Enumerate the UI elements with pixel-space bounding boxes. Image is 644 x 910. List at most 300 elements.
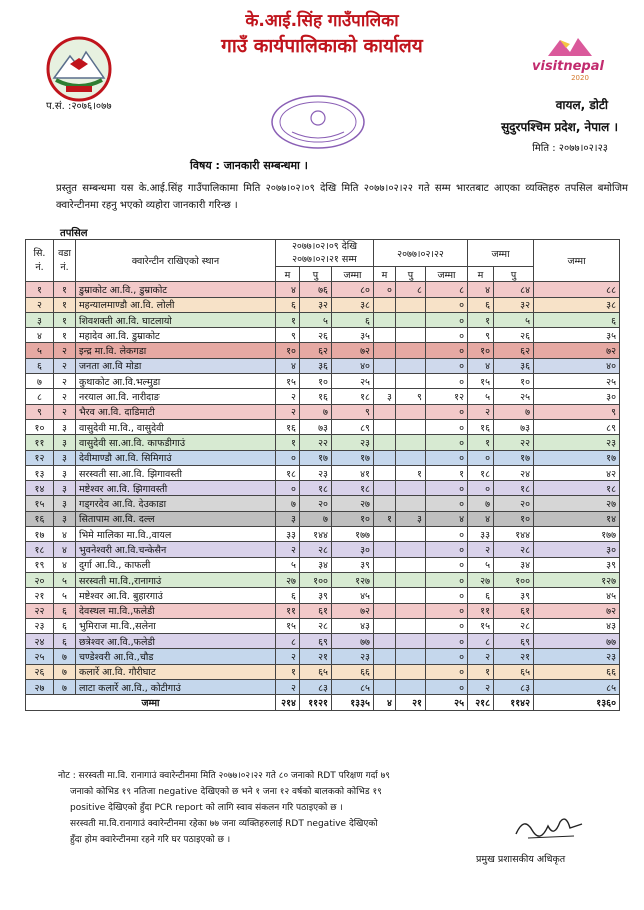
cell-m2 [374, 312, 396, 327]
table-row [26, 389, 620, 404]
cell-g: ६ [534, 312, 620, 327]
header-serial: सि. नं. [26, 240, 54, 282]
cell-m1: १६ [276, 419, 300, 434]
cell-sn: ३ [26, 312, 54, 327]
reference-number: प.सं. :२०७६।०७७ [46, 101, 112, 112]
cell-t2: ० [426, 481, 468, 496]
cell-p3: २५ [494, 389, 534, 404]
cell-m3: ६ [468, 297, 494, 312]
cell-ward: ७ [54, 649, 76, 664]
cell-place: भैरव आ.वि. दाडिमाटी [76, 404, 276, 419]
cell-g: २३ [534, 435, 620, 450]
cell-g: ३९ [534, 557, 620, 572]
cell-t1: ४३ [332, 618, 374, 633]
cell-p1: ३९ [300, 588, 332, 603]
cell-m2 [374, 496, 396, 511]
total-m1: २१४ [276, 695, 300, 710]
cell-m1: ५ [276, 557, 300, 572]
cell-m2 [374, 649, 396, 664]
cell-m2: ३ [374, 389, 396, 404]
cell-m3: ८ [468, 634, 494, 649]
cell-m1: २ [276, 680, 300, 695]
cell-p1: १७ [300, 450, 332, 465]
note-line: नोट : सरस्वती मा.वि. रानागाउं क्वारेन्टीनमा मिति २०७७।०२।२२ गते ८० जनाको RDT परिक्षण गर्दा ७९ [58, 771, 390, 781]
cell-p2 [396, 603, 426, 618]
cell-p1: ७ [300, 404, 332, 419]
cell-sn: ८ [26, 389, 54, 404]
cell-p1: २६ [300, 328, 332, 343]
cell-m1: ७ [276, 496, 300, 511]
cell-t2: ० [426, 312, 468, 327]
cell-p3: ३६ [494, 358, 534, 373]
cell-sn: १० [26, 419, 54, 434]
cell-place: लाटा कलार्रे आ.वि., कोटीगाउं [76, 680, 276, 695]
cell-g: १७७ [534, 527, 620, 542]
cell-ward: ३ [54, 435, 76, 450]
cell-t2: ० [426, 680, 468, 695]
cell-p3: २६ [494, 328, 534, 343]
cell-m3: १८ [468, 465, 494, 480]
cell-p1: ३४ [300, 557, 332, 572]
cell-m1: २ [276, 649, 300, 664]
cell-m3: ४ [468, 358, 494, 373]
table-row [26, 557, 620, 572]
note-line: सरस्वती मा.वि.रानागाउं क्वारेन्टीनमा रहेका ७७ जना व्यक्तिहरुलाई RDT negative देखिएको [70, 819, 378, 829]
cell-m3: ७ [468, 496, 494, 511]
cell-place: गड्गरदेव आ.वि. देउकाडा [76, 496, 276, 511]
cell-p3: १७ [494, 450, 534, 465]
cell-g: ४३ [534, 618, 620, 633]
cell-ward: ३ [54, 496, 76, 511]
cell-p2 [396, 527, 426, 542]
cell-p2 [396, 557, 426, 572]
total-t1: १३३५ [332, 695, 374, 710]
table-row [26, 465, 620, 480]
cell-sn: ९ [26, 404, 54, 419]
header-sum: जम्मा [426, 267, 468, 282]
cell-g: ८९ [534, 419, 620, 434]
letter-body: प्रस्तुत सम्बन्धमा यस के.आई.सिंह गाउँपालिकामा मिति २०७७।०२।०९ देखि मिति २०७७।०२।२२ गते सम्म भारतबाट आएका व्यक्तिहरु तपसिल बमोजिम क्वारेन्टीनमा रहनु भएको व्यहोरा जानकारी गरिन्छ । [56, 183, 628, 211]
cell-m2: १ [374, 511, 396, 526]
cell-m1: २ [276, 542, 300, 557]
total-p3: ११४२ [494, 695, 534, 710]
cell-t1: ७२ [332, 343, 374, 358]
cell-m2 [374, 680, 396, 695]
cell-p2 [396, 588, 426, 603]
table-row [26, 588, 620, 603]
cell-m3: १ [468, 312, 494, 327]
cell-p2 [396, 496, 426, 511]
cell-p1: १० [300, 374, 332, 389]
details-label: तपसिल [60, 228, 88, 239]
cell-m1: ३३ [276, 527, 300, 542]
cell-p3: १८ [494, 481, 534, 496]
cell-m2 [374, 404, 396, 419]
cell-place: इन्द्र मा.वि. लेकगडा [76, 343, 276, 358]
cell-ward: ३ [54, 465, 76, 480]
cell-m2 [374, 358, 396, 373]
table-row [26, 404, 620, 419]
cell-m2 [374, 572, 396, 587]
cell-g: ८५ [534, 680, 620, 695]
letter-date: मिति : २०७७।०२।२३ [532, 143, 608, 154]
cell-ward: ६ [54, 603, 76, 618]
cell-p1: ३६ [300, 358, 332, 373]
cell-place: कुथाकोट आ.वि.भल्मुडा [76, 374, 276, 389]
cell-t2: ४ [426, 511, 468, 526]
cell-p3: ३२ [494, 297, 534, 312]
table-row [26, 664, 620, 679]
totals-row [26, 695, 620, 710]
cell-m3: १६ [468, 419, 494, 434]
cell-ward: ७ [54, 664, 76, 679]
cell-place: सितापाम आ.वि. दल्ल [76, 511, 276, 526]
cell-p3: ५ [494, 312, 534, 327]
cell-p3: २८ [494, 542, 534, 557]
cell-g: १४ [534, 511, 620, 526]
cell-place: भुमिराज मा.वि.,सलेना [76, 618, 276, 633]
cell-m3: २ [468, 680, 494, 695]
cell-p1: ८३ [300, 680, 332, 695]
header-m: म [276, 267, 300, 282]
cell-m1: ० [276, 450, 300, 465]
cell-t1: ३८ [332, 297, 374, 312]
cell-m1: १ [276, 435, 300, 450]
note-line: हुँदा होम क्वारेन्टीनमा रहने गरि घर पठाइएको छ । [70, 835, 231, 845]
cell-p2 [396, 450, 426, 465]
cell-p2 [396, 404, 426, 419]
cell-m1: १ [276, 312, 300, 327]
cell-g: ३० [534, 389, 620, 404]
cell-p2 [396, 680, 426, 695]
cell-place: सरस्वती मा.वि.,रानागाउं [76, 572, 276, 587]
header-grand-total: जम्मा [534, 240, 620, 282]
cell-sn: १२ [26, 450, 54, 465]
cell-m3: १५ [468, 618, 494, 633]
cell-t1: ४५ [332, 588, 374, 603]
total-m3: २१८ [468, 695, 494, 710]
table-row [26, 511, 620, 526]
cell-g: ३८ [534, 297, 620, 312]
cell-place: शिवशक्ती आ.वि. घाटलायो [76, 312, 276, 327]
cell-m2 [374, 588, 396, 603]
cell-place: चण्डेश्वरी आ.वि.,चौड [76, 649, 276, 664]
cell-g: ९ [534, 404, 620, 419]
cell-p3: ६९ [494, 634, 534, 649]
cell-sn: ११ [26, 435, 54, 450]
cell-m2 [374, 664, 396, 679]
cell-ward: ३ [54, 511, 76, 526]
cell-p1: २८ [300, 542, 332, 557]
cell-t2: ८ [426, 282, 468, 297]
cell-m3: १ [468, 435, 494, 450]
cell-t2: ० [426, 374, 468, 389]
cell-p1: ७ [300, 511, 332, 526]
cell-p3: ६१ [494, 603, 534, 618]
svg-text:visitnepal: visitnepal [532, 59, 604, 74]
cell-t2: ० [426, 634, 468, 649]
cell-p1: ७३ [300, 419, 332, 434]
cell-t2: ० [426, 603, 468, 618]
cell-m3: ३३ [468, 527, 494, 542]
cell-g: ७२ [534, 343, 620, 358]
header-p: पु [396, 267, 426, 282]
cell-m3: २ [468, 649, 494, 664]
cell-m2 [374, 374, 396, 389]
cell-m1: ९ [276, 328, 300, 343]
cell-m1: १८ [276, 465, 300, 480]
header-ward: वडा नं. [54, 240, 76, 282]
cell-p2 [396, 618, 426, 633]
cell-g: ३५ [534, 328, 620, 343]
cell-p3: १० [494, 374, 534, 389]
cell-t2: ० [426, 557, 468, 572]
office-title: गाउँ कार्यपालिकाको कार्यालय [221, 35, 423, 57]
cell-t1: २३ [332, 649, 374, 664]
cell-m2: ० [374, 282, 396, 297]
address-line-1: वायल, डोटी [555, 98, 608, 112]
cell-t2: १ [426, 465, 468, 480]
office-seal-icon [262, 92, 374, 152]
cell-ward: ६ [54, 634, 76, 649]
cell-m3: ४ [468, 511, 494, 526]
table-row [26, 542, 620, 557]
cell-sn: १४ [26, 481, 54, 496]
cell-m3: ५ [468, 557, 494, 572]
signature-icon [510, 808, 590, 848]
cell-m2 [374, 419, 396, 434]
cell-p3: ७३ [494, 419, 534, 434]
cell-m2 [374, 542, 396, 557]
cell-ward: ४ [54, 527, 76, 542]
cell-place: महादेव आ.वि. डुम्राकोट [76, 328, 276, 343]
cell-t1: ४० [332, 358, 374, 373]
cell-sn: १ [26, 282, 54, 297]
cell-sn: ६ [26, 358, 54, 373]
cell-p2 [396, 649, 426, 664]
cell-t1: ८९ [332, 419, 374, 434]
cell-m1: ३ [276, 511, 300, 526]
cell-sn: ४ [26, 328, 54, 343]
header-total: जम्मा [468, 240, 534, 267]
cell-m1: ४ [276, 358, 300, 373]
cell-m1: ० [276, 481, 300, 496]
cell-p3: ६५ [494, 664, 534, 679]
cell-place: भिमे मालिका मा.वि.,वायल [76, 527, 276, 542]
table-row [26, 603, 620, 618]
cell-p2 [396, 328, 426, 343]
cell-m3: ० [468, 481, 494, 496]
cell-m2 [374, 527, 396, 542]
total-p1: ११२१ [300, 695, 332, 710]
cell-t1: ४१ [332, 465, 374, 480]
cell-m3: २ [468, 542, 494, 557]
table-row [26, 374, 620, 389]
cell-m1: ४ [276, 282, 300, 297]
table-row [26, 328, 620, 343]
cell-p1: १४४ [300, 527, 332, 542]
table-row [26, 634, 620, 649]
cell-t1: ३५ [332, 328, 374, 343]
cell-p2 [396, 297, 426, 312]
cell-m1: ६ [276, 297, 300, 312]
cell-ward: ३ [54, 450, 76, 465]
cell-m1: १५ [276, 374, 300, 389]
cell-t2: ० [426, 404, 468, 419]
cell-ward: १ [54, 328, 76, 343]
cell-ward: २ [54, 358, 76, 373]
cell-t1: ७२ [332, 603, 374, 618]
cell-p2 [396, 634, 426, 649]
cell-p1: २३ [300, 465, 332, 480]
table-row [26, 297, 620, 312]
cell-p3: ३९ [494, 588, 534, 603]
cell-sn: २५ [26, 649, 54, 664]
table-row [26, 312, 620, 327]
cell-p1: ६१ [300, 603, 332, 618]
cell-p1: ६९ [300, 634, 332, 649]
table-row [26, 282, 620, 297]
cell-sn: २७ [26, 680, 54, 695]
officer-title: प्रमुख प्रशासकीय अधिकृत [476, 854, 566, 865]
cell-place: कलार्रे आ.वि. गौरीघाट [76, 664, 276, 679]
cell-m3: ० [468, 450, 494, 465]
header-period-2: २०७७।०२।२२ [374, 240, 468, 267]
cell-place: महन्यालमाण्डौ आ.वि. लोली [76, 297, 276, 312]
table-row [26, 450, 620, 465]
cell-place: डुम्राकोट आ.वि., डुम्राकोट [76, 282, 276, 297]
address-line-2: सुदुरपश्चिम प्रदेश, नेपाल । [501, 120, 618, 134]
cell-t1: ६ [332, 312, 374, 327]
cell-p3: २२ [494, 435, 534, 450]
cell-t2: ० [426, 343, 468, 358]
cell-p3: २१ [494, 649, 534, 664]
cell-t1: ३० [332, 542, 374, 557]
cell-m1: २ [276, 404, 300, 419]
cell-t2: ० [426, 664, 468, 679]
cell-t1: १० [332, 511, 374, 526]
cell-place: छत्रेश्वर आ.वि.,फलेडी [76, 634, 276, 649]
cell-ward: १ [54, 282, 76, 297]
cell-p3: २० [494, 496, 534, 511]
cell-place: देवस्थल मा.वि.,फलेडी [76, 603, 276, 618]
cell-t2: ० [426, 496, 468, 511]
cell-m3: ६ [468, 588, 494, 603]
cell-t1: ३९ [332, 557, 374, 572]
cell-p1: ६२ [300, 343, 332, 358]
cell-p1: २८ [300, 618, 332, 633]
header-p: पु [494, 267, 534, 282]
table-row [26, 572, 620, 587]
cell-sn: ५ [26, 343, 54, 358]
cell-sn: २१ [26, 588, 54, 603]
cell-p2: १ [396, 465, 426, 480]
cell-p3: ८३ [494, 680, 534, 695]
cell-m2 [374, 328, 396, 343]
cell-ward: २ [54, 389, 76, 404]
table-row [26, 680, 620, 695]
table-row [26, 435, 620, 450]
cell-sn: १५ [26, 496, 54, 511]
cell-place: दुर्गा आ.वि., काफली [76, 557, 276, 572]
cell-m1: ११ [276, 603, 300, 618]
cell-place: भुवनेश्वरी आ.वि.चन्केसैन [76, 542, 276, 557]
cell-p1: २१ [300, 649, 332, 664]
cell-place: जनता आ.वि मोडा [76, 358, 276, 373]
cell-g: ६६ [534, 664, 620, 679]
cell-m2 [374, 634, 396, 649]
svg-text:2020: 2020 [571, 74, 589, 82]
cell-p1: १६ [300, 389, 332, 404]
header-sum: जम्मा [332, 267, 374, 282]
cell-t1: १२७ [332, 572, 374, 587]
cell-g: ७७ [534, 634, 620, 649]
cell-ward: ३ [54, 419, 76, 434]
cell-sn: १६ [26, 511, 54, 526]
cell-g: २३ [534, 649, 620, 664]
table-row [26, 358, 620, 373]
cell-place: सरस्वती सा.आ.वि. झिगावस्ती [76, 465, 276, 480]
cell-t1: ६६ [332, 664, 374, 679]
cell-place: वासुदेवी मा.वि., वासुदेवी [76, 419, 276, 434]
cell-p2 [396, 358, 426, 373]
cell-t1: १८ [332, 389, 374, 404]
cell-t2: ० [426, 527, 468, 542]
table-row [26, 527, 620, 542]
cell-m2 [374, 343, 396, 358]
cell-m1: २ [276, 389, 300, 404]
cell-place: वासुदेवी सा.आ.वि. काफडीगाउं [76, 435, 276, 450]
cell-sn: २६ [26, 664, 54, 679]
subject-line: विषय : जानकारी सम्बन्धमा । [190, 159, 308, 172]
cell-t2: ० [426, 419, 468, 434]
cell-g: ४० [534, 358, 620, 373]
cell-g: ४२ [534, 465, 620, 480]
cell-t2: ० [426, 297, 468, 312]
cell-sn: ७ [26, 374, 54, 389]
visit-nepal-logo-icon [520, 34, 616, 84]
cell-sn: २ [26, 297, 54, 312]
cell-t2: ० [426, 450, 468, 465]
cell-p3: २४ [494, 465, 534, 480]
cell-sn: २४ [26, 634, 54, 649]
municipality-title: के.आई.सिंह गाउँपालिका [245, 11, 399, 31]
cell-t1: १७७ [332, 527, 374, 542]
cell-m3: ४ [468, 282, 494, 297]
cell-p1: ७६ [300, 282, 332, 297]
cell-sn: १८ [26, 542, 54, 557]
cell-t2: ० [426, 649, 468, 664]
cell-p3: १० [494, 511, 534, 526]
cell-g: २७ [534, 496, 620, 511]
cell-p1: ५ [300, 312, 332, 327]
cell-m3: ५ [468, 389, 494, 404]
cell-sn: १९ [26, 557, 54, 572]
cell-m2 [374, 465, 396, 480]
cell-m2 [374, 481, 396, 496]
cell-ward: ५ [54, 588, 76, 603]
cell-p1: ६५ [300, 664, 332, 679]
cell-p2 [396, 343, 426, 358]
cell-ward: ७ [54, 680, 76, 695]
header-m: म [468, 267, 494, 282]
cell-p2 [396, 481, 426, 496]
cell-ward: ४ [54, 542, 76, 557]
cell-p1: २२ [300, 435, 332, 450]
cell-m3: ९ [468, 328, 494, 343]
cell-t2: १२ [426, 389, 468, 404]
cell-p3: २८ [494, 618, 534, 633]
